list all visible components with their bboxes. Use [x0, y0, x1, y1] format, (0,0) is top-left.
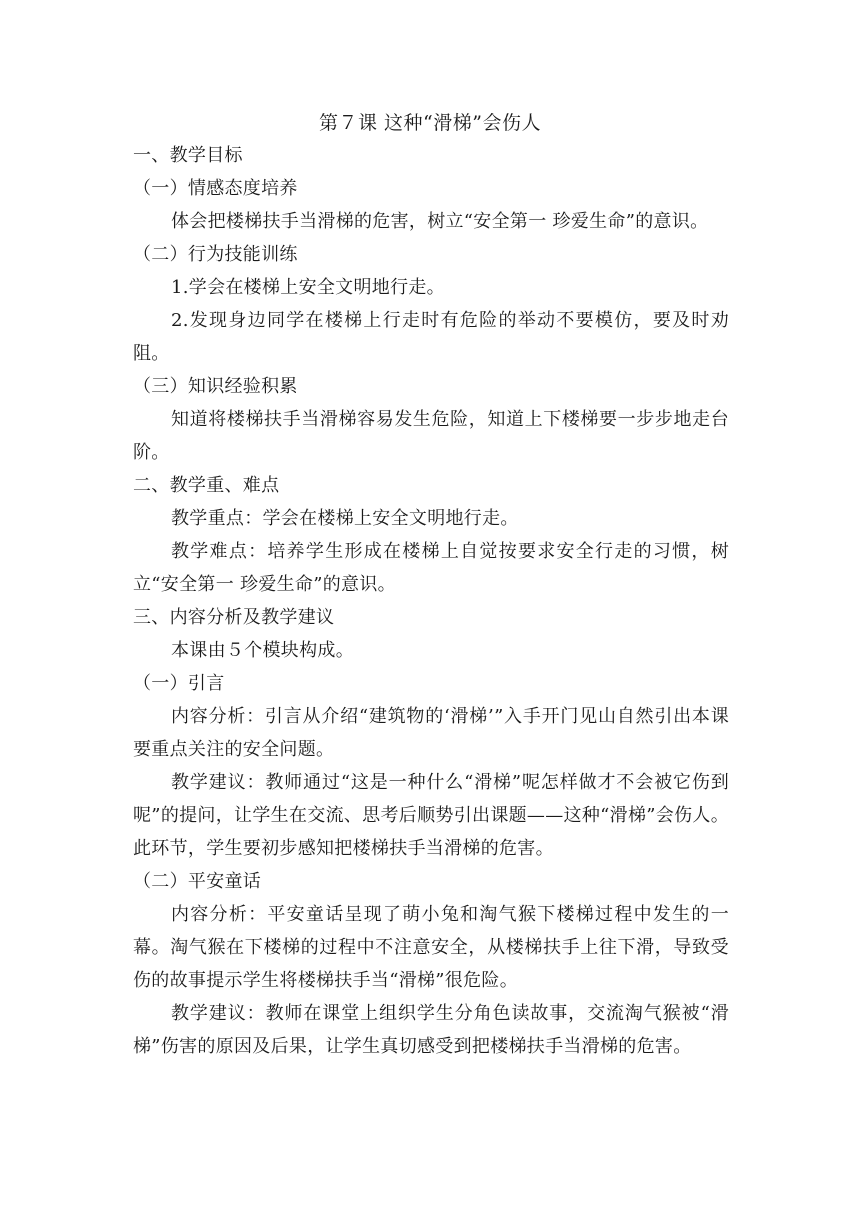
paragraph: 内容分析：引言从介绍“建筑物的‘滑梯’”入手开门见山自然引出本课要重点关注的安全问题。 [133, 706, 729, 760]
paragraph: 教学难点：培养学生形成在楼梯上自觉按要求安全行走的习惯，树立“安全第一 珍爱生命”的意识。 [133, 541, 729, 595]
section-heading-analysis: 三、内容分析及教学建议 [133, 607, 335, 628]
list-item: 2.发现身边同学在楼梯上行走时有危险的举动不要模仿，要及时劝阻。 [133, 310, 729, 364]
paragraph: 体会把楼梯扶手当滑梯的危害，树立“安全第一 珍爱生命”的意识。 [171, 211, 709, 232]
document-body [133, 139, 729, 1063]
paragraph: 本课由５个模块构成。 [171, 640, 354, 661]
paragraph: 知道将楼梯扶手当滑梯容易发生危险，知道上下楼梯要一步步地走台阶。 [133, 409, 729, 463]
page-title: 第７课 这种“滑梯”会伤人 [319, 112, 541, 134]
subheading-fairy-tale: （二）平安童话 [133, 871, 262, 892]
section-heading-key-points: 二、教学重、难点 [133, 475, 280, 496]
paragraph: 教学建议：教师在课堂上组织学生分角色读故事，交流淘气猴被“滑梯”伤害的原因及后果，让学生真切感受到把楼梯扶手当滑梯的危害。 [133, 1003, 729, 1057]
paragraph: 教学重点：学会在楼梯上安全文明地行走。 [171, 508, 519, 529]
subheading-skills: （二）行为技能训练 [133, 244, 298, 265]
section-heading-objectives: 一、教学目标 [133, 145, 243, 166]
subheading-intro: （一）引言 [133, 673, 225, 694]
subheading-knowledge: （三）知识经验积累 [133, 376, 298, 397]
list-item: 1.学会在楼梯上安全文明地行走。 [171, 277, 445, 298]
paragraph: 内容分析：平安童话呈现了萌小兔和淘气猴下楼梯过程中发生的一幕。淘气猴在下楼梯的过程中不注意安全，从楼梯扶手上往下滑，导致受伤的故事提示学生将楼梯扶手当“滑梯”很危险。 [133, 904, 729, 991]
subheading-emotion: （一）情感态度培养 [133, 178, 298, 199]
paragraph: 教学建议：教师通过“这是一种什么“滑梯”呢怎样做才不会被它伤到呢”的提问，让学生在交流、思考后顺势引出课题——这种“滑梯”会伤人。此环节，学生要初步感知把楼梯扶手当滑梯的危害。 [133, 772, 729, 859]
